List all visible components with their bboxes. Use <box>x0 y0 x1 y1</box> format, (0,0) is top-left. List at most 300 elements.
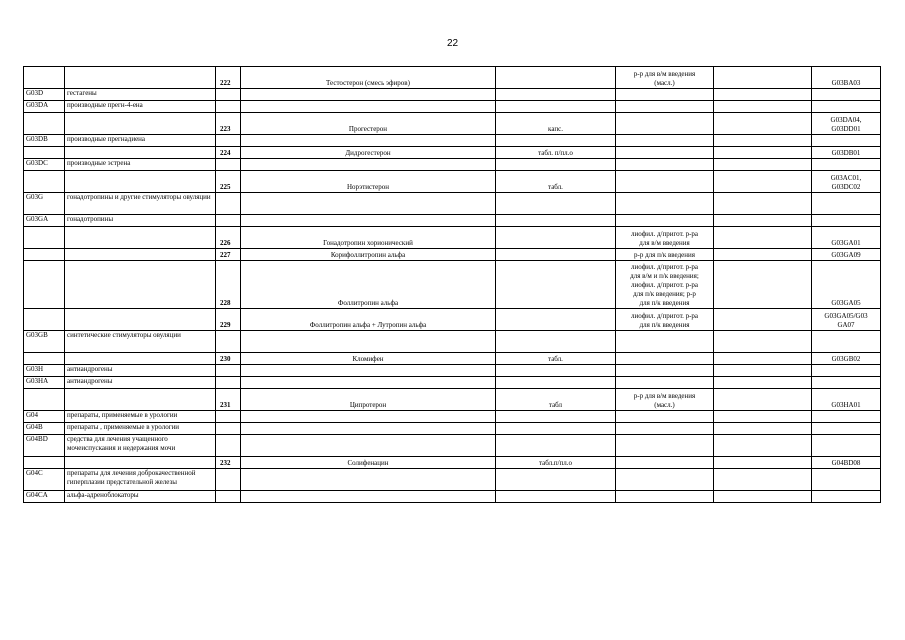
page-number: 22 <box>446 38 459 49</box>
item-number <box>216 135 241 147</box>
atc-group-code <box>24 309 65 331</box>
atc-group-code <box>24 331 65 353</box>
dosage-form-injection-text: р-р для п/к введения <box>634 251 695 259</box>
atc-group-name-text: гонадотропины <box>67 215 114 223</box>
atc-group-code <box>24 147 65 159</box>
atc-group-name <box>65 89 216 101</box>
drug-name <box>241 227 496 249</box>
dosage-form-injection <box>616 435 714 457</box>
drug-name <box>241 101 496 113</box>
dosage-form-injection <box>616 309 714 331</box>
extra-cell <box>714 227 812 249</box>
atc-code <box>812 365 881 377</box>
atc-code <box>812 249 881 261</box>
item-number <box>216 113 241 135</box>
item-number <box>216 147 241 159</box>
atc-code <box>812 193 881 215</box>
extra-cell <box>714 365 812 377</box>
table-row <box>24 215 881 227</box>
atc-group-name <box>65 249 216 261</box>
atc-group-name <box>65 309 216 331</box>
drug-name <box>241 261 496 309</box>
atc-code <box>812 435 881 457</box>
extra-cell <box>714 249 812 261</box>
drug-name-text: Фоллитропин альфа + Лутропин альфа <box>309 321 427 329</box>
atc-code <box>812 353 881 365</box>
extra-cell <box>714 389 812 411</box>
atc-group-code-text: G03DC <box>26 159 48 167</box>
drug-name-text: Тестостерон (смесь эфиров) <box>326 79 410 87</box>
atc-code-text: G03GB02 <box>831 355 861 363</box>
atc-code <box>812 147 881 159</box>
atc-group-name <box>65 101 216 113</box>
drug-list-table <box>23 66 881 503</box>
drug-name <box>241 353 496 365</box>
table-row <box>24 309 881 331</box>
atc-group-name <box>65 113 216 135</box>
atc-group-code-text: G03GA <box>26 215 49 223</box>
drug-name-text: Кломифен <box>352 355 384 363</box>
atc-code <box>812 411 881 423</box>
drug-name <box>241 331 496 353</box>
dosage-form-injection <box>616 67 714 89</box>
atc-group-code-text: G03D <box>26 89 44 97</box>
item-number <box>216 101 241 113</box>
dosage-form <box>496 365 616 377</box>
atc-group-code <box>24 491 65 503</box>
extra-cell <box>714 89 812 101</box>
dosage-form-injection-text: лиофил. д/пригот. р-ра для в/м введения <box>630 230 699 247</box>
item-number-text: 231 <box>220 401 231 409</box>
atc-group-name-text: препараты , применяемые в урологии <box>67 423 180 431</box>
atc-group-name-text: альфа-адреноблокаторы <box>67 491 139 499</box>
item-number-text: 225 <box>220 183 231 191</box>
atc-group-code-text: G03HA <box>26 377 49 385</box>
drug-name-text: Гонадотропин хорионический <box>323 239 413 247</box>
extra-cell <box>714 411 812 423</box>
table-row <box>24 365 881 377</box>
drug-name <box>241 249 496 261</box>
item-number <box>216 193 241 215</box>
dosage-form-injection <box>616 159 714 171</box>
atc-group-code-text: G03H <box>26 365 44 373</box>
atc-code-text: G03DB01 <box>831 149 861 157</box>
drug-name-text: Фоллитропин альфа <box>337 299 399 307</box>
dosage-form-injection <box>616 423 714 435</box>
item-number <box>216 171 241 193</box>
dosage-form <box>496 261 616 309</box>
atc-code-text: G03BA03 <box>831 79 861 87</box>
atc-group-name-text: производные прегнадиена <box>67 135 146 143</box>
atc-group-name <box>65 365 216 377</box>
dosage-form <box>496 113 616 135</box>
dosage-form-text: табл <box>548 401 563 409</box>
atc-group-code <box>24 89 65 101</box>
atc-group-name <box>65 135 216 147</box>
table-row <box>24 377 881 389</box>
table-row <box>24 67 881 89</box>
table-body <box>24 67 881 503</box>
extra-cell <box>714 261 812 309</box>
item-number <box>216 435 241 457</box>
extra-cell <box>714 309 812 331</box>
atc-group-code <box>24 171 65 193</box>
atc-group-name-text: гонадотропины и другие стимуляторы овуляции <box>67 193 211 201</box>
atc-group-code <box>24 159 65 171</box>
extra-cell <box>714 491 812 503</box>
table-row <box>24 171 881 193</box>
extra-cell <box>714 159 812 171</box>
atc-group-code <box>24 227 65 249</box>
extra-cell <box>714 377 812 389</box>
extra-cell <box>714 67 812 89</box>
dosage-form-injection <box>616 457 714 469</box>
atc-group-code-text: G04BD <box>26 435 48 443</box>
table-row <box>24 435 881 457</box>
atc-group-name <box>65 491 216 503</box>
atc-group-name <box>65 159 216 171</box>
atc-group-code <box>24 389 65 411</box>
item-number <box>216 469 241 491</box>
dosage-form <box>496 389 616 411</box>
table-row <box>24 423 881 435</box>
extra-cell <box>714 193 812 215</box>
table-row <box>24 193 881 215</box>
atc-group-name <box>65 423 216 435</box>
table-row <box>24 135 881 147</box>
drug-name <box>241 193 496 215</box>
item-number-text: 227 <box>220 251 231 259</box>
table-row <box>24 457 881 469</box>
atc-code <box>812 309 881 331</box>
drug-name-text: Корифоллитропин альфа <box>330 251 406 259</box>
atc-group-code-text: G03G <box>26 193 44 201</box>
drug-name <box>241 365 496 377</box>
dosage-form-injection <box>616 469 714 491</box>
atc-group-name-text: производные эстрена <box>67 159 131 167</box>
atc-group-name-text: средства для лечения учащенного мочеиспускания и недержания мочи <box>67 435 176 452</box>
item-number <box>216 411 241 423</box>
atc-group-name <box>65 171 216 193</box>
drug-name <box>241 159 496 171</box>
atc-group-code <box>24 353 65 365</box>
item-number <box>216 89 241 101</box>
dosage-form-injection <box>616 261 714 309</box>
atc-code <box>812 89 881 101</box>
dosage-form <box>496 135 616 147</box>
dosage-form-injection <box>616 135 714 147</box>
table-row <box>24 89 881 101</box>
table-row <box>24 331 881 353</box>
atc-group-name-text: синтетические стимуляторы овуляции <box>67 331 181 339</box>
drug-name-text: Норэтистерон <box>346 183 390 191</box>
table-row <box>24 469 881 491</box>
dosage-form-text: капс. <box>548 125 563 133</box>
drug-name <box>241 469 496 491</box>
atc-code <box>812 135 881 147</box>
item-number-text: 222 <box>220 79 231 87</box>
extra-cell <box>714 171 812 193</box>
dosage-form-text: табл. <box>548 355 563 363</box>
atc-group-code-text: G04 <box>26 411 39 419</box>
atc-group-name <box>65 261 216 309</box>
atc-group-name <box>65 67 216 89</box>
dosage-form <box>496 457 616 469</box>
atc-group-name <box>65 435 216 457</box>
atc-group-code <box>24 411 65 423</box>
drug-name-text: Дидрогестерон <box>345 149 391 157</box>
item-number <box>216 389 241 411</box>
atc-group-name <box>65 353 216 365</box>
atc-code-text: G04BD08 <box>831 459 861 467</box>
table-row <box>24 389 881 411</box>
dosage-form <box>496 435 616 457</box>
drug-name <box>241 377 496 389</box>
atc-group-name <box>65 331 216 353</box>
atc-code <box>812 113 881 135</box>
atc-code <box>812 67 881 89</box>
dosage-form <box>496 193 616 215</box>
drug-name <box>241 389 496 411</box>
dosage-form-text: табл.п/пл.о <box>538 459 573 467</box>
item-number-text: 224 <box>220 149 231 157</box>
item-number-text: 228 <box>220 299 231 307</box>
atc-code <box>812 171 881 193</box>
table-row <box>24 147 881 159</box>
table-row <box>24 261 881 309</box>
table-row <box>24 353 881 365</box>
atc-code <box>812 389 881 411</box>
atc-group-code <box>24 101 65 113</box>
atc-group-code-text: G04CA <box>26 491 48 499</box>
dosage-form-injection <box>616 215 714 227</box>
dosage-form <box>496 249 616 261</box>
dosage-form <box>496 215 616 227</box>
atc-group-code <box>24 435 65 457</box>
dosage-form-injection <box>616 331 714 353</box>
extra-cell <box>714 435 812 457</box>
dosage-form-injection <box>616 171 714 193</box>
dosage-form-injection <box>616 377 714 389</box>
dosage-form <box>496 353 616 365</box>
atc-group-code <box>24 215 65 227</box>
atc-code <box>812 331 881 353</box>
atc-group-name <box>65 389 216 411</box>
atc-group-name <box>65 227 216 249</box>
atc-code <box>812 215 881 227</box>
atc-code-text: G03GA05/G03 GA07 <box>824 312 868 329</box>
dosage-form <box>496 411 616 423</box>
dosage-form-injection <box>616 353 714 365</box>
drug-name-text: Прогестерон <box>348 125 388 133</box>
item-number <box>216 377 241 389</box>
dosage-form-injection <box>616 249 714 261</box>
drug-name-text: Солифенацин <box>347 459 389 467</box>
atc-code-text: G03AC01, G03DC02 <box>830 174 862 191</box>
atc-group-name <box>65 377 216 389</box>
item-number <box>216 159 241 171</box>
table-row <box>24 113 881 135</box>
atc-group-code-text: G03DA <box>26 101 49 109</box>
dosage-form <box>496 331 616 353</box>
atc-code <box>812 491 881 503</box>
item-number <box>216 365 241 377</box>
dosage-form-text: табл. <box>548 183 563 191</box>
dosage-form-injection <box>616 227 714 249</box>
atc-group-name-text: препараты, применяемые в урологии <box>67 411 178 419</box>
dosage-form-injection-text: р-р для в/м введения (масл.) <box>633 392 696 409</box>
extra-cell <box>714 113 812 135</box>
atc-code <box>812 423 881 435</box>
extra-cell <box>714 457 812 469</box>
extra-cell <box>714 215 812 227</box>
atc-code-text: G03GA05 <box>831 299 861 307</box>
item-number <box>216 309 241 331</box>
drug-name <box>241 147 496 159</box>
table-row <box>24 411 881 423</box>
item-number <box>216 457 241 469</box>
atc-group-name <box>65 411 216 423</box>
item-number <box>216 353 241 365</box>
item-number <box>216 491 241 503</box>
dosage-form-injection <box>616 389 714 411</box>
table-row <box>24 101 881 113</box>
drug-name-text: Ципротерон <box>349 401 387 409</box>
item-number-text: 226 <box>220 239 231 247</box>
dosage-form <box>496 469 616 491</box>
atc-group-name <box>65 147 216 159</box>
drug-name <box>241 135 496 147</box>
atc-group-name <box>65 215 216 227</box>
dosage-form <box>496 159 616 171</box>
atc-group-code <box>24 249 65 261</box>
atc-code <box>812 227 881 249</box>
item-number-text: 229 <box>220 321 231 329</box>
drug-name <box>241 215 496 227</box>
dosage-form-injection <box>616 101 714 113</box>
drug-name <box>241 171 496 193</box>
dosage-form-injection <box>616 411 714 423</box>
item-number <box>216 331 241 353</box>
atc-group-code <box>24 377 65 389</box>
dosage-form <box>496 101 616 113</box>
atc-group-name-text: гестагены <box>67 89 97 97</box>
extra-cell <box>714 135 812 147</box>
item-number-text: 232 <box>220 459 231 467</box>
atc-group-code-text: G03DB <box>26 135 48 143</box>
atc-code-text: G03GA01 <box>831 239 861 247</box>
drug-name <box>241 89 496 101</box>
atc-group-name-text: антиандрогены <box>67 377 113 385</box>
dosage-form <box>496 377 616 389</box>
dosage-form-injection <box>616 89 714 101</box>
dosage-form-text: табл. п/пл.о <box>538 149 573 157</box>
extra-cell <box>714 101 812 113</box>
extra-cell <box>714 147 812 159</box>
drug-name <box>241 309 496 331</box>
item-number <box>216 249 241 261</box>
dosage-form <box>496 171 616 193</box>
dosage-form-injection-text: лиофил. д/пригот. р-ра для п/к введения <box>630 312 699 329</box>
item-number <box>216 423 241 435</box>
atc-group-code <box>24 261 65 309</box>
table-row <box>24 249 881 261</box>
item-number <box>216 227 241 249</box>
atc-code <box>812 377 881 389</box>
atc-code-text: G03GA09 <box>831 251 861 259</box>
dosage-form-injection <box>616 113 714 135</box>
atc-code <box>812 159 881 171</box>
item-number <box>216 261 241 309</box>
atc-group-name-text: антиандрогены <box>67 365 113 373</box>
dosage-form-injection <box>616 193 714 215</box>
atc-group-code <box>24 469 65 491</box>
extra-cell <box>714 469 812 491</box>
item-number-text: 230 <box>220 355 231 363</box>
atc-code <box>812 469 881 491</box>
atc-group-code <box>24 135 65 147</box>
extra-cell <box>714 331 812 353</box>
atc-group-name-text: препараты для лечения доброкачественной гиперплазии предстательной железы <box>67 469 196 486</box>
atc-group-name <box>65 457 216 469</box>
atc-group-name <box>65 469 216 491</box>
item-number <box>216 67 241 89</box>
table-row <box>24 159 881 171</box>
table-row <box>24 227 881 249</box>
dosage-form <box>496 89 616 101</box>
drug-name <box>241 457 496 469</box>
dosage-form-injection <box>616 147 714 159</box>
extra-cell <box>714 353 812 365</box>
dosage-form-injection-text: лиофил. д/пригот. р-ра для в/м и п/к введения; лиофил. д/пригот. р-ра для п/к введения; р-р для п/к введения <box>630 263 699 307</box>
dosage-form <box>496 147 616 159</box>
atc-group-code <box>24 365 65 377</box>
drug-name <box>241 411 496 423</box>
extra-cell <box>714 423 812 435</box>
atc-group-name <box>65 193 216 215</box>
dosage-form <box>496 423 616 435</box>
atc-group-code <box>24 423 65 435</box>
drug-name <box>241 435 496 457</box>
atc-code <box>812 101 881 113</box>
drug-name <box>241 423 496 435</box>
drug-name <box>241 491 496 503</box>
item-number-text: 223 <box>220 125 231 133</box>
atc-group-code-text: G03GB <box>26 331 48 339</box>
dosage-form <box>496 309 616 331</box>
atc-group-name-text: производные прегн-4-ена <box>67 101 143 109</box>
atc-code <box>812 261 881 309</box>
atc-code-text: G03HA01 <box>831 401 861 409</box>
item-number <box>216 215 241 227</box>
dosage-form-injection <box>616 365 714 377</box>
drug-name <box>241 113 496 135</box>
drug-name <box>241 67 496 89</box>
atc-group-code <box>24 193 65 215</box>
atc-group-code-text: G04B <box>26 423 43 431</box>
atc-code <box>812 457 881 469</box>
atc-group-code <box>24 457 65 469</box>
dosage-form <box>496 491 616 503</box>
atc-group-code-text: G04C <box>26 469 43 477</box>
dosage-form <box>496 227 616 249</box>
atc-group-code <box>24 67 65 89</box>
atc-code-text: G03DA04, G03DD01 <box>830 116 862 133</box>
dosage-form <box>496 67 616 89</box>
dosage-form-injection-text: р-р для в/м введения (масл.) <box>633 70 696 87</box>
dosage-form-injection <box>616 491 714 503</box>
table-row <box>24 491 881 503</box>
